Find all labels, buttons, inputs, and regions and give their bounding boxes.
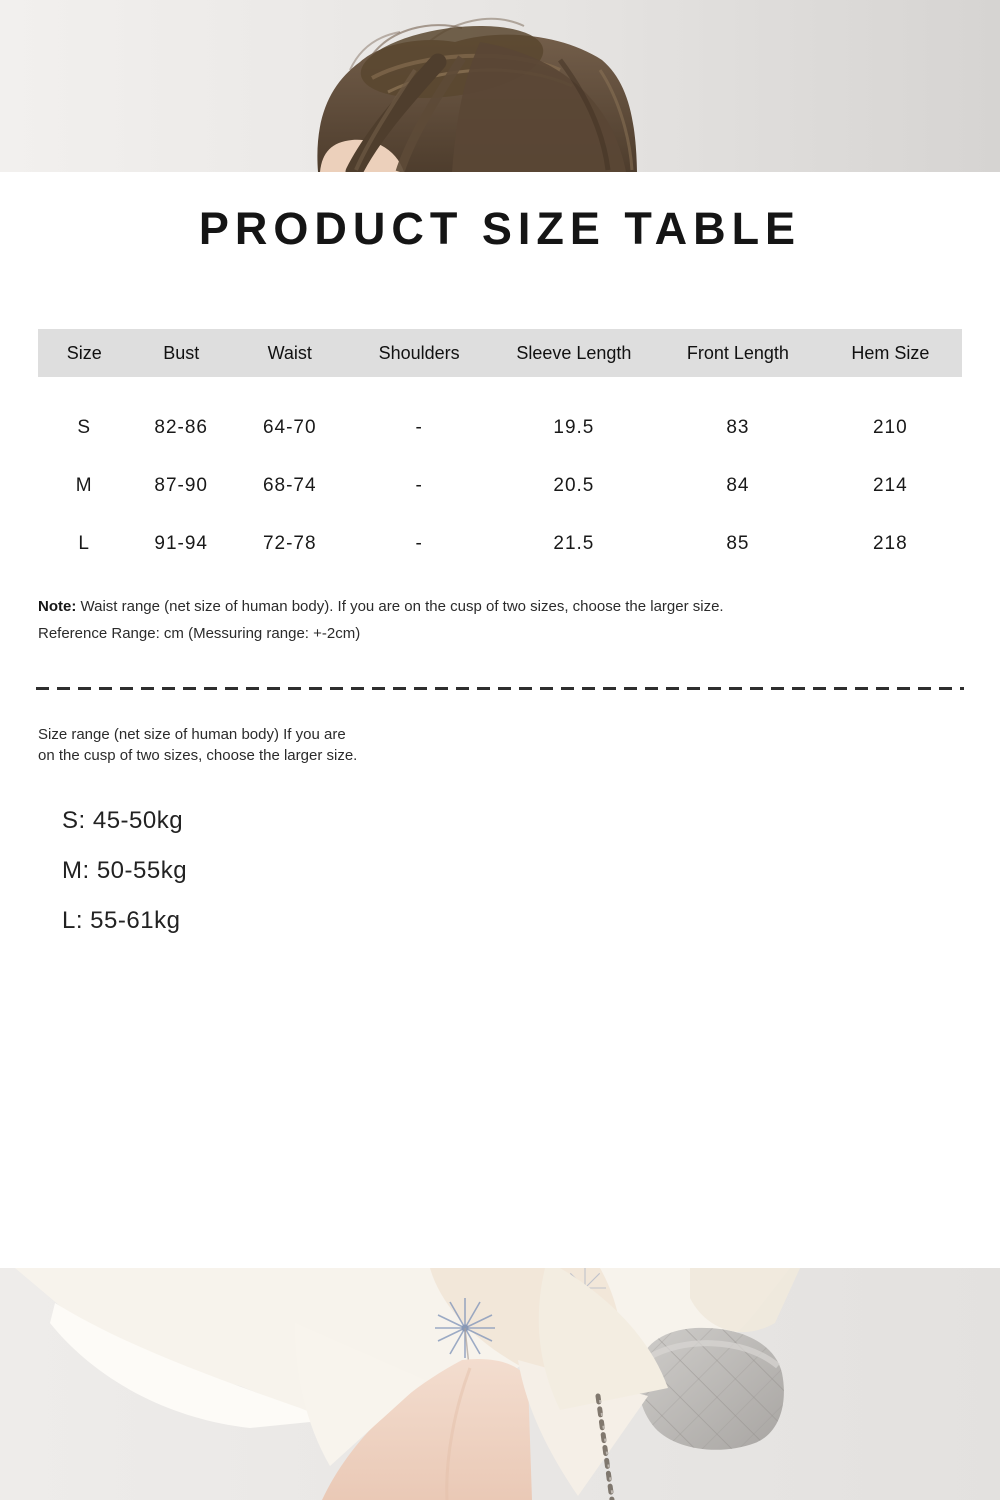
size-table-header-row: [38, 329, 962, 377]
cell-hem-size: 210: [872, 417, 908, 438]
cell-size: S: [77, 417, 92, 438]
size-row-s: [38, 399, 962, 457]
note-body: Waist range (net size of human body). If you are on the cusp of two sizes, choose the larger size.: [76, 598, 724, 615]
model-skirt-illustration: [0, 1268, 1000, 1500]
cell-hem-size: 214: [872, 475, 908, 496]
cell-sleeve-length: 19.5: [553, 417, 595, 438]
cell-bust: 91-94: [154, 533, 208, 554]
dashed-divider: [36, 687, 964, 690]
column-header-waist: Waist: [267, 342, 312, 363]
size-table: [38, 329, 962, 573]
reference-range-text: Reference Range: cm (Messuring range: +-2cm): [38, 625, 361, 642]
cell-hem-size: 218: [872, 533, 908, 554]
column-header-hem-size: Hem Size: [851, 342, 930, 363]
cell-front-length: 84: [726, 475, 750, 496]
cell-front-length: 83: [726, 417, 750, 438]
notes-block: [38, 593, 962, 647]
note-label: Note:: [38, 598, 77, 615]
cell-waist: 68-74: [262, 475, 317, 496]
column-header-sleeve-length: Sleeve Length: [516, 342, 632, 363]
weight-list: [0, 796, 1000, 946]
size-row-l: [38, 515, 962, 573]
cell-front-length: 85: [726, 533, 750, 554]
page-title: PRODUCT SIZE TABLE: [198, 203, 802, 254]
cell-shoulders: -: [415, 475, 423, 496]
model-head-photo: [0, 0, 1000, 172]
cell-bust: 87-90: [154, 475, 208, 496]
size-row-m: [38, 457, 962, 515]
column-header-bust: Bust: [163, 342, 200, 363]
model-head-illustration: [0, 0, 1000, 172]
cell-sleeve-length: 20.5: [553, 475, 595, 496]
size-guide-block: [38, 724, 962, 766]
size-table-body: [38, 377, 962, 573]
cell-shoulders: -: [415, 533, 423, 554]
weight-item-l: L: 55-61kg: [62, 907, 181, 934]
size-guide-line1: Size range (net size of human body) If you are: [38, 726, 346, 743]
cell-waist: 72-78: [262, 533, 317, 554]
note-text: [38, 593, 962, 620]
column-header-shoulders: Shoulders: [378, 342, 460, 363]
cell-sleeve-length: 21.5: [553, 533, 595, 554]
weight-item-m: M: 50-55kg: [62, 857, 188, 884]
cell-waist: 64-70: [262, 417, 317, 438]
column-header-front-length: Front Length: [686, 342, 789, 363]
weight-item-s: S: 45-50kg: [62, 807, 184, 834]
cell-shoulders: -: [415, 417, 423, 438]
model-skirt-photo: [0, 1268, 1000, 1500]
cell-size: L: [78, 533, 90, 554]
column-header-size: Size: [66, 342, 102, 363]
cell-size: M: [75, 475, 93, 496]
cell-bust: 82-86: [154, 417, 208, 438]
size-guide-line2: on the cusp of two sizes, choose the larger size.: [38, 747, 358, 764]
